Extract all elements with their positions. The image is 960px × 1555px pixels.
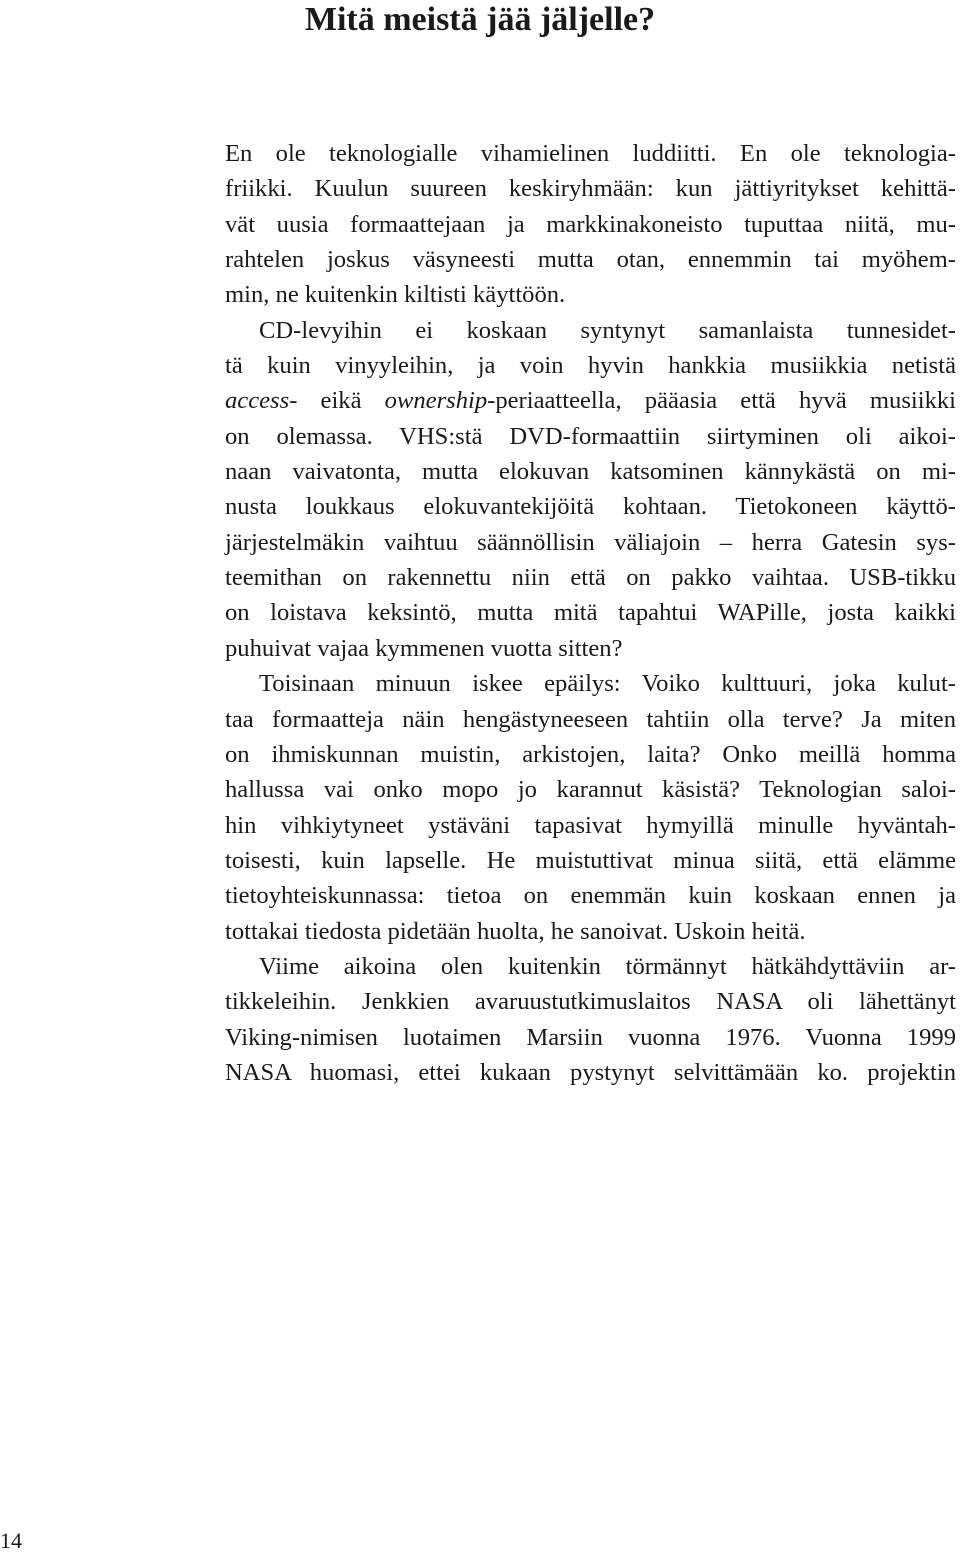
text-line: hin vihkiytyneet ystäväni tapasivat hymyillä minulle hyväntah-	[225, 811, 956, 839]
text-fragment: -periaatteella, pääasia että hyvä musiikki	[487, 387, 956, 415]
text-line: CD-levyihin ei koskaan syntynyt samanlaista tunnesidet-	[259, 316, 956, 344]
text-line: vät uusia formaattejaan ja markkinakoneisto tuputtaa niitä, mu-	[225, 210, 956, 238]
text-line: järjestelmäkin vaihtuu säännöllisin väliajoin – herra Gatesin sys-	[225, 528, 956, 556]
text-line: friikki. Kuulun suureen keskiryhmään: kun jättiyritykset kehittä-	[225, 175, 956, 203]
italic-term-access: access	[225, 387, 290, 415]
page-title: Mitä meistä jää jäljelle?	[304, 1, 656, 38]
text-line: min, ne kuitenkin kiltisti käyttöön.	[225, 281, 566, 309]
text-line: on olemassa. VHS:stä DVD-formaattiin siirtyminen oli aikoi-	[225, 422, 956, 450]
text-line: hallussa vai onko mopo jo karannut käsistä? Teknologian saloi-	[225, 776, 956, 804]
text-line: NASA huomasi, ettei kukaan pystynyt selvittämään ko. projektin	[225, 1058, 956, 1086]
text-line: Viking-nimisen luotaimen Marsiin vuonna 1976. Vuonna 1999	[225, 1023, 956, 1051]
body-text	[225, 136, 956, 1090]
text-line: Viime aikoina olen kuitenkin törmännyt hätkähdyttäviin ar-	[259, 952, 956, 980]
text-line: nusta loukkaus elokuvantekijöitä kohtaan. Tietokoneen käyttö-	[225, 493, 956, 521]
text-line: puhuivat vajaa kymmenen vuotta sitten?	[225, 634, 623, 662]
text-fragment: - eikä	[289, 387, 385, 415]
text-line: Toisinaan minuun iskee epäilys: Voiko kulttuuri, joka kulut-	[259, 670, 956, 698]
text-line-with-italics	[225, 383, 956, 418]
page-number: 14	[0, 1528, 22, 1553]
text-line: rahtelen joskus väsyneesti mutta otan, ennemmin tai myöhem-	[225, 246, 956, 274]
text-line: on ihmiskunnan muistin, arkistojen, laita? Onko meillä homma	[225, 740, 956, 768]
text-line: on loistava keksintö, mutta mitä tapahtui WAPille, josta kaikki	[225, 599, 956, 627]
text-line: teemithan on rakennettu niin että on pakko vaihtaa. USB-tikku	[225, 564, 956, 592]
text-line: naan vaivatonta, mutta elokuvan katsominen kännykästä on mi-	[225, 458, 956, 486]
text-line: tottakai tiedosta pidetään huolta, he sanoivat. Uskoin heitä.	[225, 917, 806, 945]
text-line: tikkeleihin. Jenkkien avaruustutkimuslaitos NASA oli lähettänyt	[225, 988, 956, 1016]
italic-term-ownership: ownership	[384, 387, 488, 415]
text-line: tä kuin vinyyleihin, ja voin hyvin hankkia musiikkia netistä	[225, 352, 956, 380]
text-line: tietoyhteiskunnassa: tietoa on enemmän kuin koskaan ennen ja	[225, 882, 956, 910]
text-line: taa formaatteja näin hengästyneeseen tahtiin olla terve? Ja miten	[225, 705, 956, 733]
text-line: toisesti, kuin lapselle. He muistuttivat minua siitä, että elämme	[225, 846, 956, 874]
text-line: En ole teknologialle vihamielinen luddiitti. En ole teknologia-	[225, 140, 956, 167]
